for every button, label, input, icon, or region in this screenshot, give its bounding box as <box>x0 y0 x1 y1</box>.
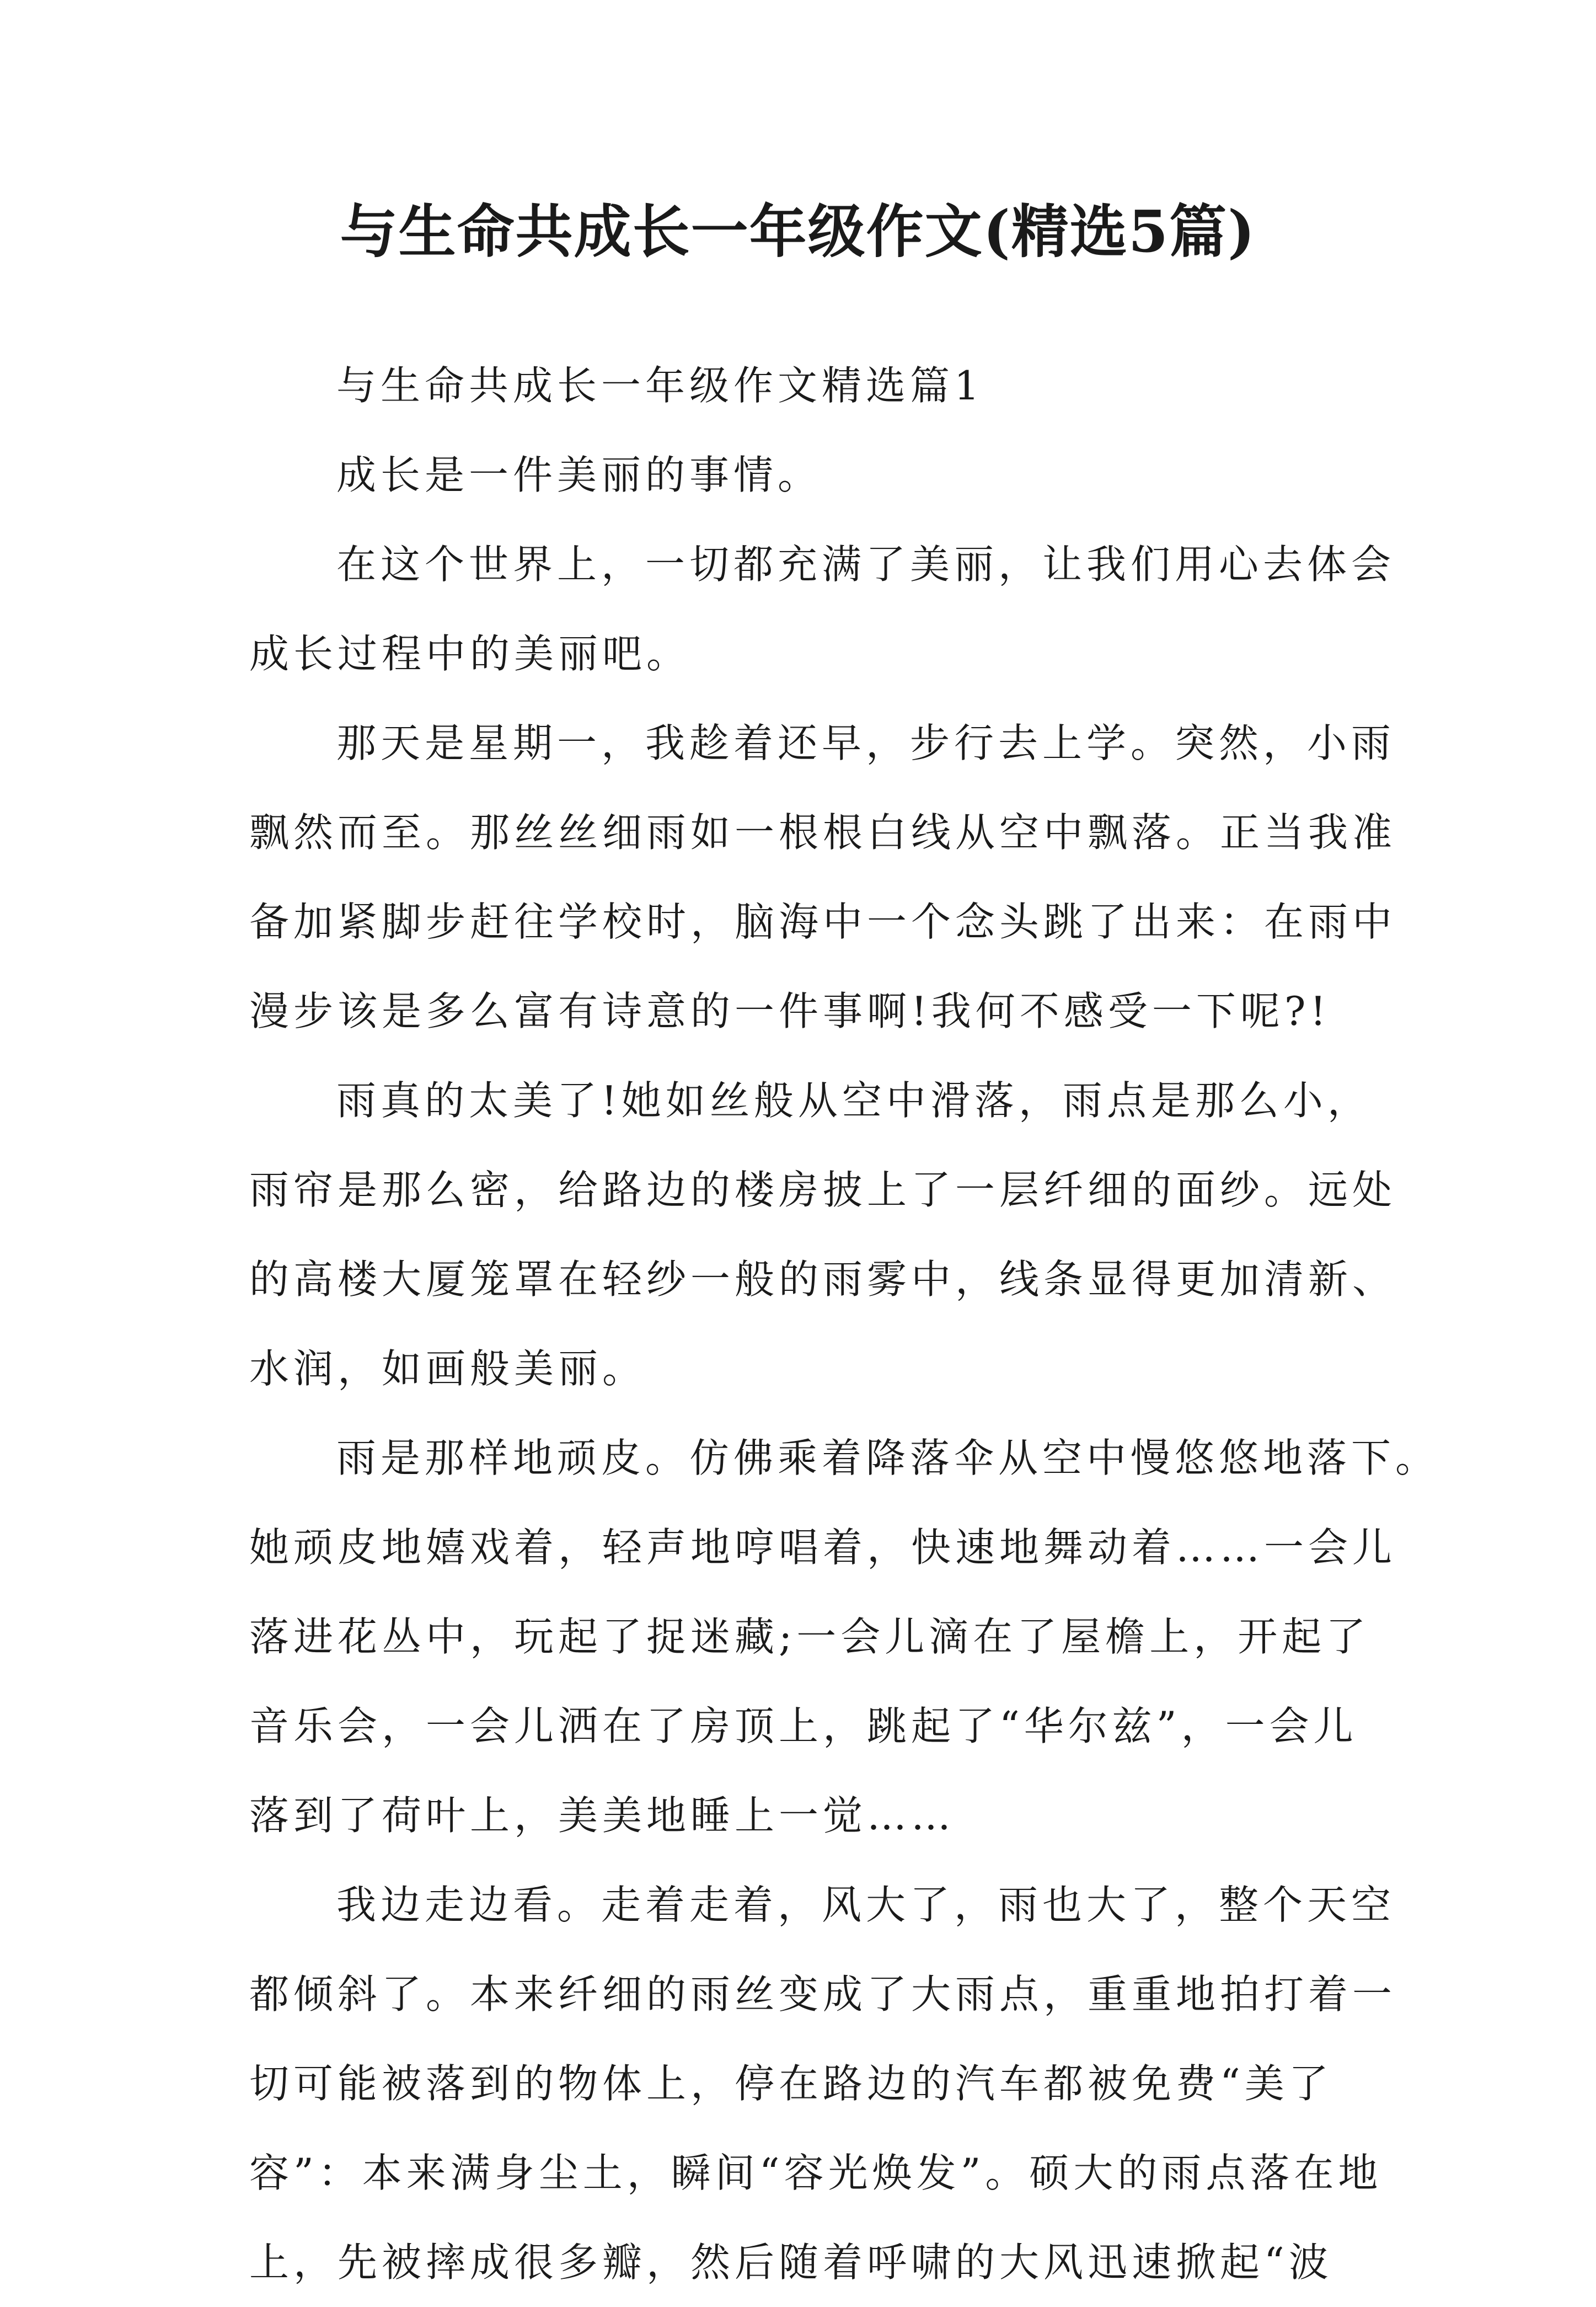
paragraph-line: 在这个世界上，一切都充满了美丽，让我们用心去体会 <box>336 541 1396 588</box>
paragraph-line: 落到了荷叶上，美美地睡上一觉…… <box>249 1792 956 1839</box>
paragraph-6 <box>249 1413 1440 1860</box>
paragraph-line: 雨真的太美了!她如丝般从空中滑落，雨点是那么小， <box>336 1077 1372 1124</box>
paragraph-3 <box>249 520 1396 698</box>
paragraph-line: 雨是那样地顽皮。仿佛乘着降落伞从空中慢悠悠地落下。 <box>336 1435 1440 1481</box>
document-title: 与生命共成长一年级作文(精选5篇) <box>340 197 1256 265</box>
paragraph-line: 我边走边看。走着走着，风大了，雨也大了，整个天空 <box>336 1882 1396 1928</box>
paragraph-line: 都倾斜了。本来纤细的雨丝变成了大雨点，重重地拍打着一 <box>249 1971 1397 2017</box>
paragraph-line: 落进花丛中，玩起了捉迷藏;一会儿滴在了屋檐上，开起了 <box>249 1614 1370 1660</box>
paragraph-line: 雨帘是那么密，给路边的楼房披上了一层纤细的面纱。远处 <box>249 1167 1397 1213</box>
paragraph-1 <box>249 341 1363 430</box>
paragraph-line: 的高楼大厦笼罩在轻纱一般的雨雾中，线条显得更加清新、 <box>249 1256 1397 1302</box>
paragraph-7 <box>249 1860 1397 2307</box>
paragraph-line: 与生命共成长一年级作文精选篇1 <box>336 362 984 409</box>
paragraph-line: 音乐会，一会儿洒在了房顶上，跳起了“华尔兹”，一会儿 <box>249 1703 1358 1749</box>
paragraph-line: 那天是星期一，我趁着还早，步行去上学。突然，小雨 <box>336 720 1396 766</box>
document-body <box>249 341 1440 2307</box>
paragraph-2 <box>249 430 1363 520</box>
paragraph-line: 容”：本来满身尘土，瞬间“容光焕发”。硕大的雨点落在地 <box>249 2150 1383 2196</box>
paragraph-line: 切可能被落到的物体上，停在路边的汽车都被免费“美了 <box>249 2060 1333 2107</box>
paragraph-line: 她顽皮地嬉戏着，轻声地哼唱着，快速地舞动着……一会儿 <box>249 1524 1397 1571</box>
paragraph-4 <box>249 698 1397 1056</box>
paragraph-line: 漫步该是多么富有诗意的一件事啊!我何不感受一下呢?! <box>249 988 1331 1034</box>
paragraph-line: 成长过程中的美丽吧。 <box>249 631 691 677</box>
paragraph-line: 备加紧脚步赶往学校时，脑海中一个念头跳了出来：在雨中 <box>249 899 1397 945</box>
paragraph-line: 飘然而至。那丝丝细雨如一根根白线从空中飘落。正当我准 <box>249 809 1397 856</box>
paragraph-5 <box>249 1056 1397 1413</box>
paragraph-line: 上，先被摔成很多瓣，然后随着呼啸的大风迅速掀起“波 <box>249 2239 1333 2285</box>
paragraph-line: 水润，如画般美丽。 <box>249 1345 647 1392</box>
paragraph-line: 成长是一件美丽的事情。 <box>336 452 822 498</box>
